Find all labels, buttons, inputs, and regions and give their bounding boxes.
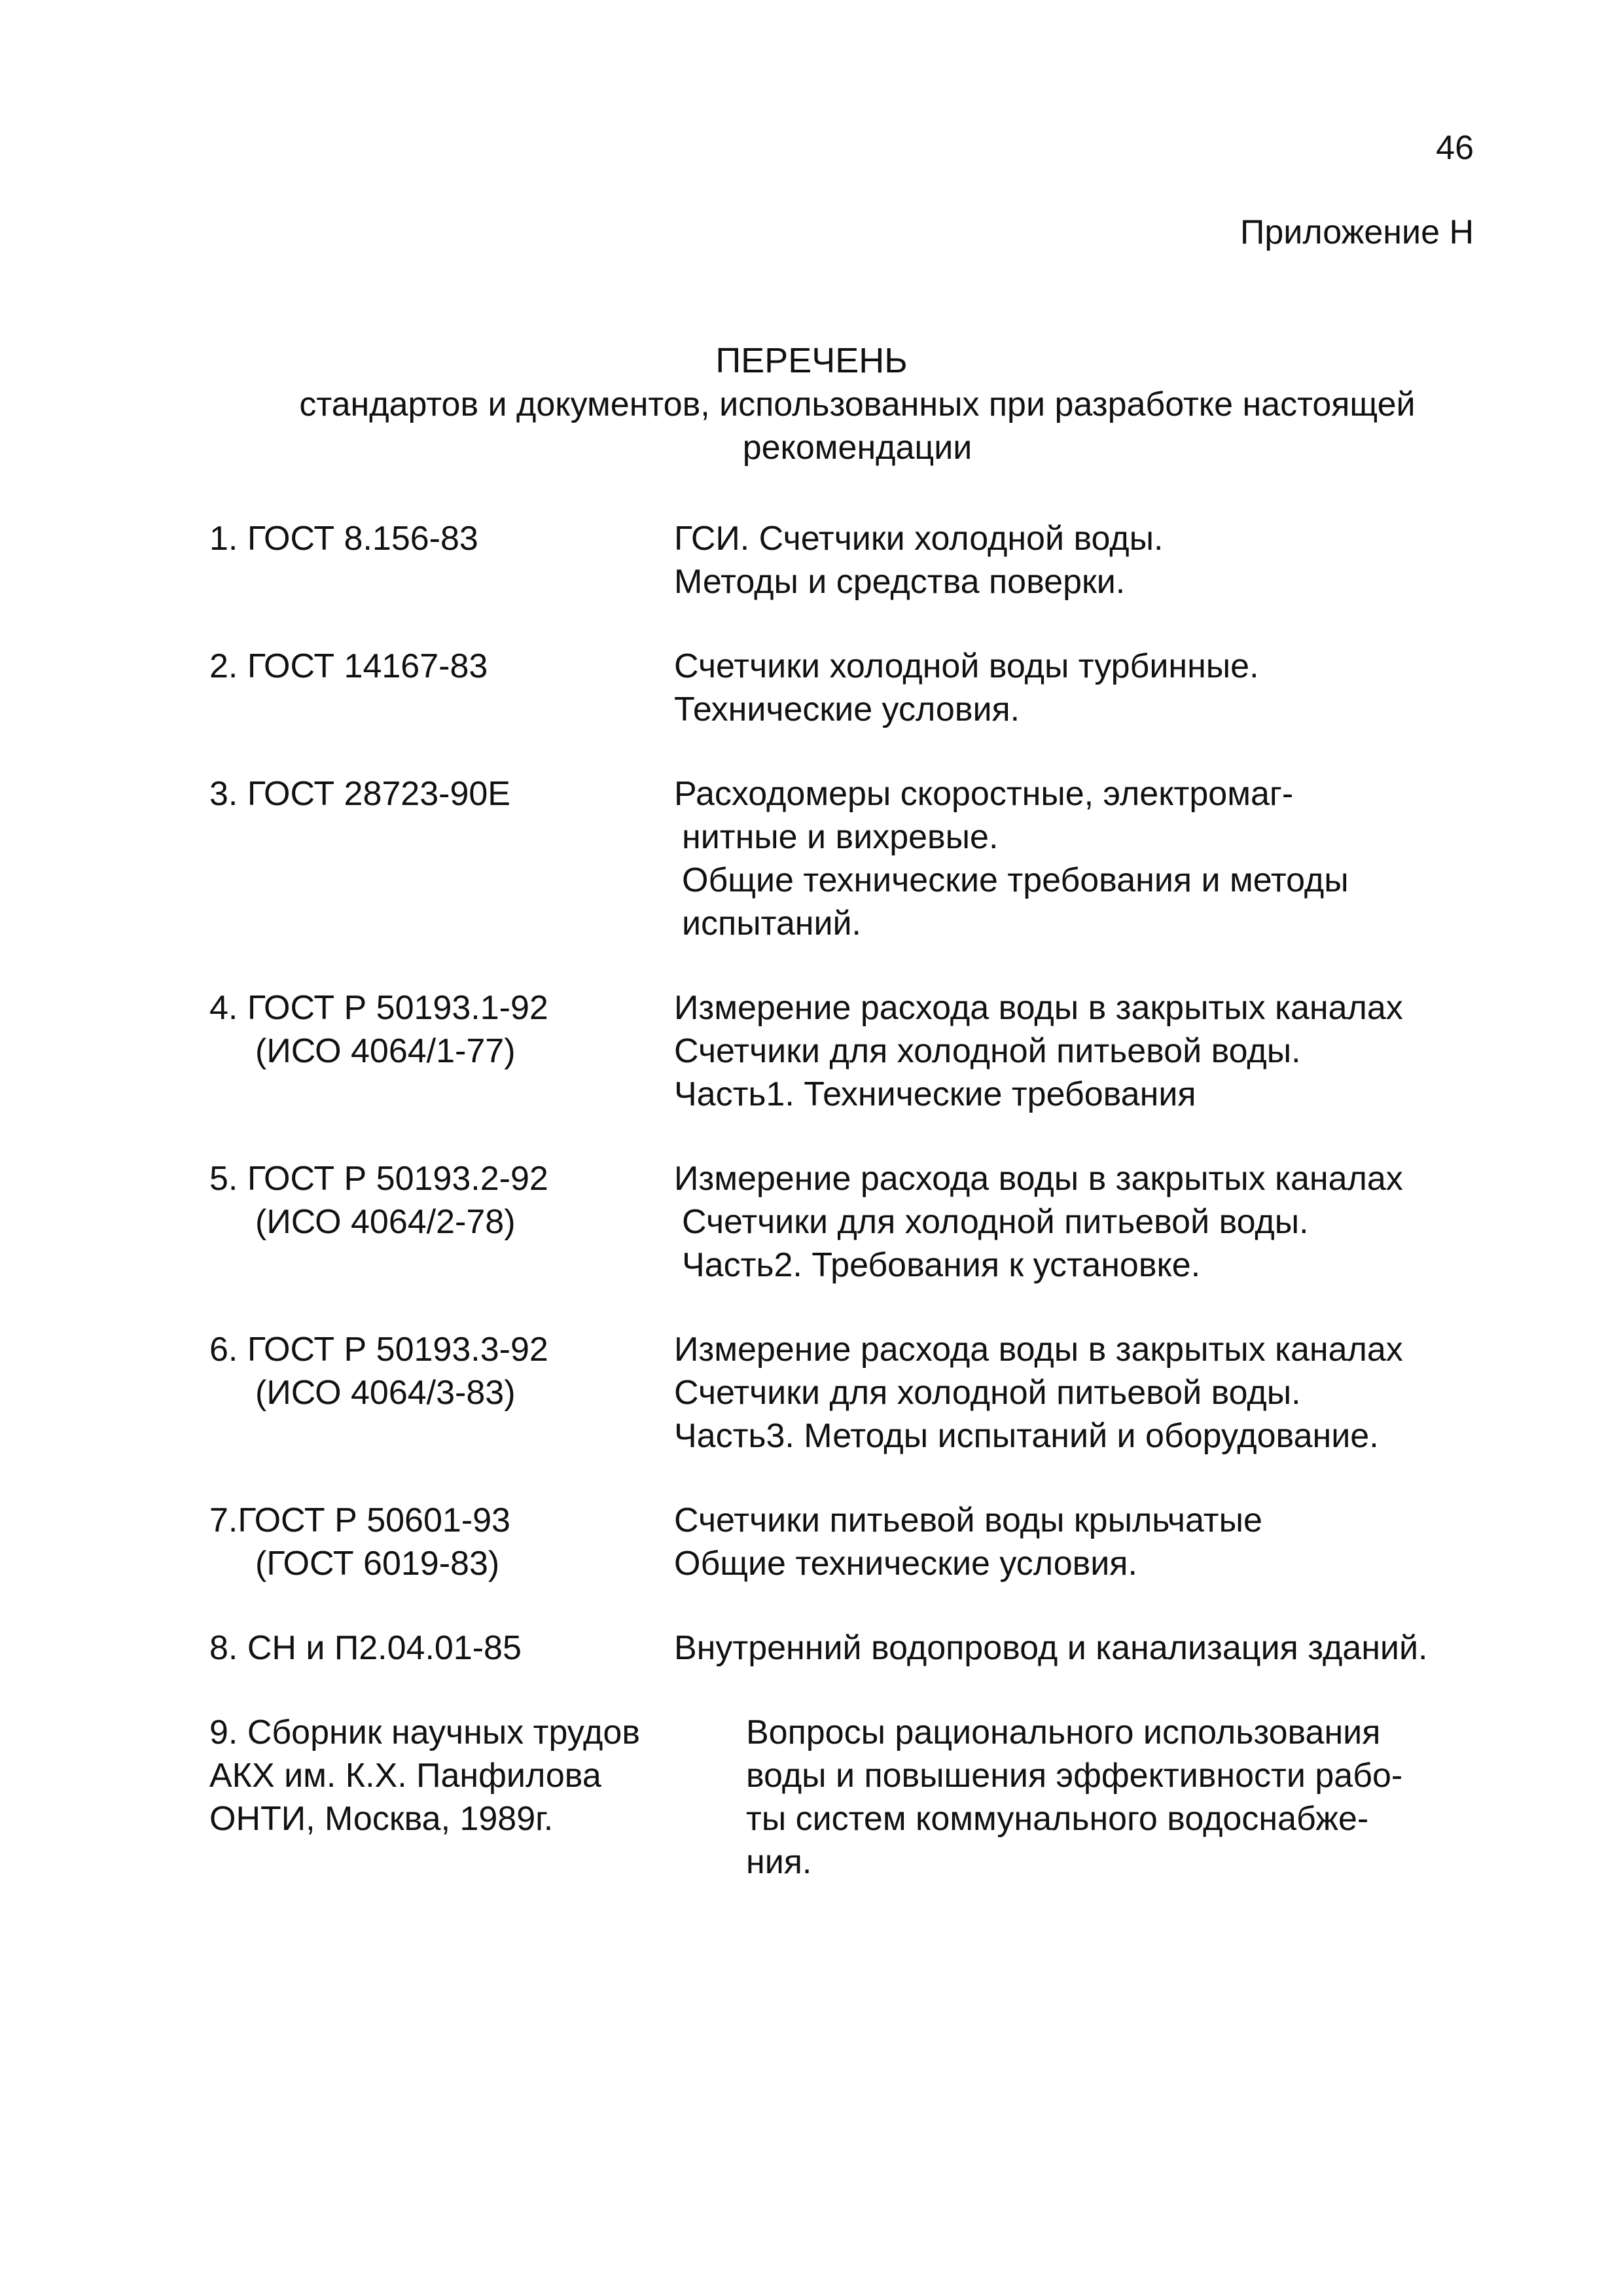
- description-line: Измерение расхода воды в закрытых каналах: [674, 989, 1403, 1027]
- list-item: [209, 1499, 1492, 1585]
- standard-description: [674, 645, 1492, 731]
- document-title: ПЕРЕЧЕНЬ: [715, 341, 908, 380]
- list-item: [209, 517, 1492, 603]
- standard-description: [733, 1711, 1492, 1884]
- standard-description: [674, 1157, 1492, 1287]
- standard-code-line: 4. ГОСТ Р 50193.1-92: [209, 989, 548, 1027]
- standard-code: [209, 986, 674, 1116]
- standard-description: [674, 772, 1492, 945]
- description-line: Счетчики холодной воды турбинные.: [674, 647, 1259, 685]
- subtitle-line: стандартов и документов, использованных при разработке настоящей: [299, 386, 1416, 423]
- standard-code-line: (ИСО 4064/3-83): [255, 1374, 516, 1412]
- description-line: Расходомеры скоростные, электромаг-: [674, 775, 1294, 813]
- description-line: Общие технические условия.: [674, 1545, 1137, 1583]
- standard-description: [674, 1626, 1492, 1670]
- description-line: Часть3. Методы испытаний и оборудование.: [674, 1417, 1379, 1455]
- standard-code-line: 5. ГОСТ Р 50193.2-92: [209, 1160, 548, 1198]
- standard-code-line: (ИСО 4064/2-78): [255, 1203, 516, 1241]
- list-item: [209, 772, 1492, 945]
- standard-code-line: 6. ГОСТ Р 50193.3-92: [209, 1331, 548, 1369]
- description-line: Часть1. Технические требования: [674, 1075, 1196, 1113]
- standard-code-line: (ИСО 4064/1-77): [255, 1032, 516, 1070]
- description-line: воды и повышения эффективности рабо-: [746, 1757, 1403, 1795]
- description-line: ты систем коммунального водоснабже-: [746, 1800, 1369, 1838]
- description-line: Счетчики для холодной питьевой воды.: [682, 1203, 1309, 1241]
- list-item: [209, 986, 1492, 1116]
- standard-code-line: (ГОСТ 6019-83): [255, 1545, 500, 1583]
- standard-code: [209, 1711, 733, 1884]
- standard-code: [209, 517, 674, 603]
- description-line: Внутренний водопровод и канализация зданий.: [674, 1629, 1428, 1667]
- standard-code-line: 7.ГОСТ Р 50601-93: [209, 1501, 510, 1539]
- description-line: Счетчики для холодной питьевой воды.: [674, 1374, 1301, 1412]
- description-line: ГСИ. Счетчики холодной воды.: [674, 520, 1164, 558]
- description-line: Измерение расхода воды в закрытых каналах: [674, 1160, 1403, 1198]
- standard-code: [209, 645, 674, 731]
- standard-code-line: 2. ГОСТ 14167-83: [209, 647, 488, 685]
- list-item: [209, 1157, 1492, 1287]
- description-line: Часть2. Требования к установке.: [682, 1246, 1201, 1284]
- standard-code: [209, 1626, 674, 1670]
- description-line: Общие технические требования и методы: [682, 861, 1349, 899]
- description-line: Технические условия.: [674, 691, 1020, 728]
- standard-code-line: 1. ГОСТ 8.156-83: [209, 520, 478, 558]
- document-subtitle: [255, 383, 1459, 469]
- standard-description: [674, 1328, 1492, 1458]
- standard-description: [674, 517, 1492, 603]
- description-line: испытаний.: [682, 905, 861, 942]
- description-line: нитные и вихревые.: [682, 818, 999, 856]
- list-item: [209, 1328, 1492, 1458]
- standard-code: [209, 1499, 674, 1585]
- description-line: Вопросы рационального использования: [746, 1713, 1381, 1751]
- standard-code-line: ОНТИ, Москва, 1989г.: [209, 1800, 554, 1838]
- subtitle-line: рекомендации: [742, 429, 972, 467]
- description-line: Измерение расхода воды в закрытых каналах: [674, 1331, 1403, 1369]
- standard-code-line: 9. Сборник научных трудов: [209, 1713, 640, 1751]
- description-line: Методы и средства поверки.: [674, 563, 1126, 601]
- list-item: [209, 1626, 1492, 1670]
- list-item: [209, 1711, 1492, 1884]
- standard-code-line: АКХ им. К.Х. Панфилова: [209, 1757, 601, 1795]
- standard-code-line: 3. ГОСТ 28723-90Е: [209, 775, 510, 813]
- standard-code: [209, 772, 674, 945]
- list-item: [209, 645, 1492, 731]
- standard-description: [674, 986, 1492, 1116]
- page-number: 46: [1436, 129, 1474, 167]
- standard-code-line: 8. СН и П2.04.01-85: [209, 1629, 522, 1667]
- standard-code: [209, 1328, 674, 1458]
- description-line: ния.: [746, 1843, 812, 1881]
- standards-list: [209, 517, 1492, 1925]
- description-line: Счетчики для холодной питьевой воды.: [674, 1032, 1301, 1070]
- appendix-label: Приложение Н: [1240, 213, 1474, 251]
- standard-description: [674, 1499, 1492, 1585]
- standard-code: [209, 1157, 674, 1287]
- description-line: Счетчики питьевой воды крыльчатые: [674, 1501, 1262, 1539]
